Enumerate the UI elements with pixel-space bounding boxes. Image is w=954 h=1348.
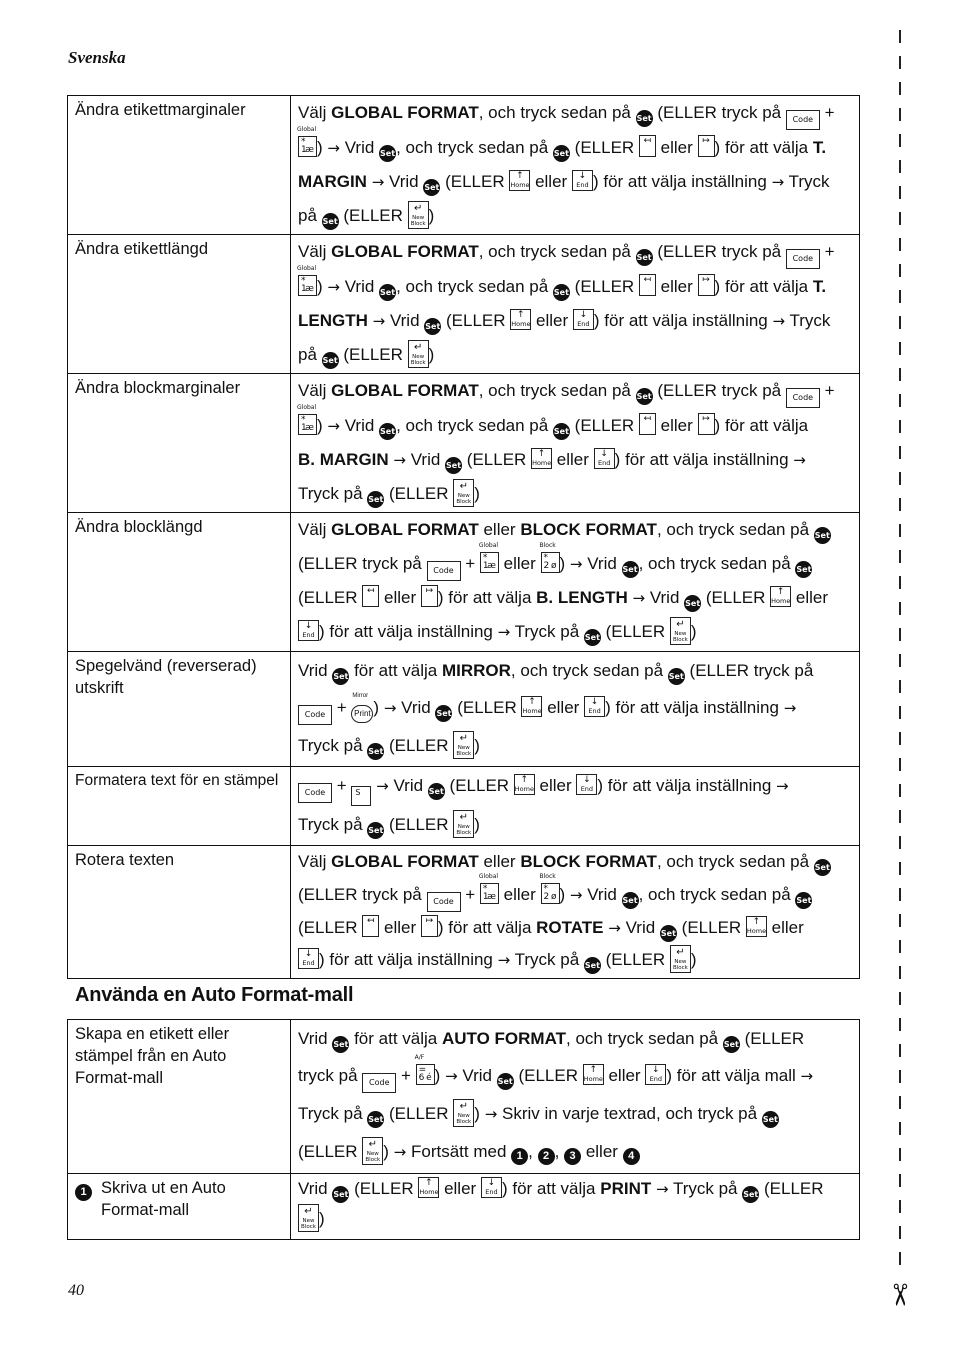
left-arrow-key-icon: ↤ bbox=[639, 413, 656, 435]
set-icon: Set bbox=[553, 284, 570, 301]
set-icon: Set bbox=[584, 629, 601, 646]
set-icon: Set bbox=[424, 318, 441, 335]
row-label-text: Skriva ut en Auto Format-mall bbox=[101, 1179, 226, 1219]
row-steps: Välj GLOBAL FORMAT, och tryck sedan på Set (ELLER tryck på Code + Global * 1 æ ) → Vrid Set, och tryck sedan på Set (ELLER ↤ eller ↦ ) för att välja B. MARGIN → Vrid Set (ELLER ↑ Home eller ↓ End ) för att välja inställning → Tryck på Set (ELLER ↵ New Block ) bbox=[291, 374, 860, 513]
set-icon: Set bbox=[332, 668, 349, 685]
set-icon: Set bbox=[379, 145, 396, 162]
new-block-key-icon: ↵ New Block bbox=[298, 1204, 319, 1232]
table-row bbox=[68, 846, 860, 979]
home-key-icon: ↑ Home bbox=[522, 697, 542, 715]
circled-4-icon: 4 bbox=[623, 1148, 640, 1165]
key-1-icon: Global * 1 æ bbox=[297, 265, 317, 294]
end-key-icon: ↓ End bbox=[298, 948, 319, 969]
cut-line bbox=[899, 30, 901, 1270]
set-icon: Set bbox=[636, 110, 653, 127]
circled-2-icon: 2 bbox=[538, 1148, 555, 1165]
new-block-key-icon: ↵ New Block bbox=[362, 1137, 383, 1165]
key-1-icon: Global * 1 æ bbox=[478, 542, 499, 571]
row-steps: Vrid Set (ELLER ↑ Home eller ↓ End ) för att välja PRINT → Tryck på Set (ELLER ↵ New Block ) bbox=[291, 1174, 860, 1240]
table-row bbox=[68, 513, 860, 652]
table-row bbox=[68, 235, 860, 374]
set-icon: Set bbox=[332, 1036, 349, 1053]
key-6-icon: A/F = 6 é bbox=[416, 1064, 435, 1085]
set-icon: Set bbox=[379, 423, 396, 440]
set-icon: Set bbox=[814, 527, 831, 544]
circled-1-icon: 1 bbox=[75, 1184, 92, 1201]
key-2-icon: Block * 2 ø bbox=[541, 883, 560, 904]
set-icon: Set bbox=[584, 957, 601, 974]
set-icon: Set bbox=[553, 145, 570, 162]
new-block-key-icon: ↵ New Block bbox=[408, 340, 429, 368]
new-block-key-icon: ↵ New Block bbox=[670, 945, 691, 973]
set-icon: Set bbox=[332, 1186, 349, 1203]
row-steps: Välj GLOBAL FORMAT eller BLOCK FORMAT, och tryck sedan på Set (ELLER tryck på Code + Global * 1 æ eller Block * 2 ø ) → Vrid Set, och tryck sedan på Set (ELLER ↤ eller ↦ ) för att välja B. LENGTH → Vrid Set (ELLER ↑ Home eller ↓ End ) för att välja inställning → Tryck på Set (ELLER ↵ New Block ) bbox=[291, 513, 860, 652]
home-key-icon: ↑ Home bbox=[746, 917, 767, 935]
row-steps: Code + S → Vrid Set (ELLER ↑ Home eller ↓ End ) för att välja inställning → Tryck på Set (ELLER ↵ New Block ) bbox=[291, 767, 860, 846]
code-key-icon: Code bbox=[298, 783, 332, 803]
key-1-icon: Global * 1 æ bbox=[297, 126, 317, 155]
row-label: Formatera text för en stämpel bbox=[68, 767, 291, 846]
row-label: Ändra blocklängd bbox=[68, 513, 291, 652]
circled-3-icon: 3 bbox=[564, 1148, 581, 1165]
new-block-key-icon: ↵ New Block bbox=[453, 1099, 474, 1127]
table-row bbox=[68, 767, 860, 846]
row-steps: Välj GLOBAL FORMAT, och tryck sedan på Set (ELLER tryck på Code + Global * 1 æ ) → Vrid Set, och tryck sedan på Set (ELLER ↤ eller ↦ ) för att välja T. MARGIN → Vrid Set (ELLER ↑ Home eller ↓ End ) för att välja inställning → Tryck på Set (ELLER ↵ New Block ) bbox=[291, 96, 860, 235]
set-icon: Set bbox=[795, 561, 812, 578]
set-icon: Set bbox=[367, 491, 384, 508]
new-block-key-icon: ↵ New Block bbox=[453, 479, 474, 507]
row-label: Ändra etikettmarginaler bbox=[68, 96, 291, 235]
right-arrow-key-icon: ↦ bbox=[698, 274, 715, 296]
end-key-icon: ↓ End bbox=[584, 696, 605, 717]
right-arrow-key-icon: ↦ bbox=[421, 915, 438, 937]
set-icon: Set bbox=[684, 595, 701, 612]
new-block-key-icon: ↵ New Block bbox=[453, 731, 474, 759]
code-key-icon: Code bbox=[786, 249, 820, 269]
auto-format-table bbox=[67, 1019, 860, 1240]
row-label: Spegelvänd (reverserad) utskrift bbox=[68, 652, 291, 767]
set-icon: Set bbox=[636, 249, 653, 266]
code-key-icon: Code bbox=[786, 388, 820, 408]
home-key-icon: ↑ Home bbox=[583, 1065, 603, 1083]
right-arrow-key-icon: ↦ bbox=[698, 413, 715, 435]
home-key-icon: ↑ Home bbox=[510, 171, 530, 189]
circled-1-icon: 1 bbox=[511, 1148, 528, 1165]
code-key-icon: Code bbox=[362, 1073, 396, 1093]
set-icon: Set bbox=[622, 561, 639, 578]
end-key-icon: ↓ End bbox=[594, 448, 615, 469]
right-arrow-key-icon: ↦ bbox=[698, 135, 715, 157]
set-icon: Set bbox=[723, 1036, 740, 1053]
key-1-icon: Global * 1 æ bbox=[478, 873, 499, 902]
code-key-icon: Code bbox=[298, 705, 332, 725]
set-icon: Set bbox=[795, 892, 812, 909]
row-steps: Välj GLOBAL FORMAT eller BLOCK FORMAT, och tryck sedan på Set (ELLER tryck på Code + Global * 1 æ eller Block * 2 ø ) → Vrid Set, och tryck sedan på Set (ELLER ↤ eller ↦ ) för att välja ROTATE → Vrid Set (ELLER ↑ Home eller ↓ End ) för att välja inställning → Tryck på Set (ELLER ↵ New Block ) bbox=[291, 846, 860, 979]
home-key-icon: ↑ Home bbox=[771, 587, 791, 605]
set-icon: Set bbox=[367, 822, 384, 839]
end-key-icon: ↓ End bbox=[481, 1177, 502, 1198]
set-icon: Set bbox=[367, 1111, 384, 1128]
format-operations-table bbox=[67, 95, 860, 979]
code-key-icon: Code bbox=[427, 892, 461, 912]
end-key-icon: ↓ End bbox=[572, 170, 593, 191]
set-icon: Set bbox=[423, 179, 440, 196]
set-icon: Set bbox=[636, 388, 653, 405]
row-steps: Vrid Set för att välja MIRROR, och tryck sedan på Set (ELLER tryck på Code + Mirror Print ) → Vrid Set (ELLER ↑ Home eller ↓ End ) för att välja inställning → Tryck på Set (ELLER ↵ New Block ) bbox=[291, 652, 860, 767]
row-label: Rotera texten bbox=[68, 846, 291, 979]
table-row bbox=[68, 374, 860, 513]
set-icon: Set bbox=[322, 213, 339, 230]
header-language: Svenska bbox=[68, 48, 126, 67]
home-key-icon: ↑ Home bbox=[514, 775, 534, 793]
set-icon: Set bbox=[428, 783, 445, 800]
row-label: Ändra blockmarginaler bbox=[68, 374, 291, 513]
table-row bbox=[68, 1020, 860, 1174]
s-key-icon: S bbox=[351, 786, 371, 806]
set-icon: Set bbox=[668, 668, 685, 685]
row-steps: Välj GLOBAL FORMAT, och tryck sedan på Set (ELLER tryck på Code + Global * 1 æ ) → Vrid Set, och tryck sedan på Set (ELLER ↤ eller ↦ ) för att välja T. LENGTH → Vrid Set (ELLER ↑ Home eller ↓ End ) för att välja inställning → Tryck på Set (ELLER ↵ New Block ) bbox=[291, 235, 860, 374]
table-row bbox=[68, 96, 860, 235]
set-icon: Set bbox=[553, 423, 570, 440]
table-row bbox=[68, 652, 860, 767]
key-2-icon: Block * 2 ø bbox=[541, 552, 560, 573]
set-icon: Set bbox=[762, 1111, 779, 1128]
set-icon: Set bbox=[814, 859, 831, 876]
section-title: Använda en Auto Format-mall bbox=[75, 984, 354, 1006]
set-icon: Set bbox=[367, 743, 384, 760]
code-key-icon: Code bbox=[427, 561, 461, 581]
row-label: Skapa en etikett eller stämpel från en Auto Format-mall bbox=[68, 1020, 291, 1174]
set-icon: Set bbox=[660, 925, 677, 942]
end-key-icon: ↓ End bbox=[573, 309, 594, 330]
left-arrow-key-icon: ↤ bbox=[362, 915, 379, 937]
set-icon: Set bbox=[322, 352, 339, 369]
end-key-icon: ↓ End bbox=[576, 774, 597, 795]
code-key-icon: Code bbox=[786, 110, 820, 130]
table-row bbox=[68, 1174, 860, 1240]
row-steps: Vrid Set för att välja AUTO FORMAT, och tryck sedan på Set (ELLER tryck på Code + A/F = 6 é ) → Vrid Set (ELLER ↑ Home eller ↓ End ) för att välja mall → Tryck på Set (ELLER ↵ New Block ) → Skriv in varje textrad, och tryck på Set (ELLER ↵ New Block ) → Fortsätt med 1 , 2 , 3 eller 4 bbox=[291, 1020, 860, 1174]
page-number: 40 bbox=[68, 1282, 84, 1299]
scissors-icon: ✂ bbox=[881, 1282, 917, 1308]
set-icon: Set bbox=[379, 284, 396, 301]
set-icon: Set bbox=[742, 1186, 759, 1203]
new-block-key-icon: ↵ New Block bbox=[408, 201, 429, 229]
home-key-icon: ↑ Home bbox=[532, 449, 552, 467]
right-arrow-key-icon: ↦ bbox=[421, 585, 438, 607]
new-block-key-icon: ↵ New Block bbox=[670, 617, 691, 645]
key-1-icon: Global * 1 æ bbox=[297, 404, 317, 433]
set-icon: Set bbox=[497, 1073, 514, 1090]
home-key-icon: ↑ Home bbox=[511, 310, 531, 328]
row-label bbox=[68, 1174, 291, 1240]
end-key-icon: ↓ End bbox=[645, 1064, 666, 1085]
end-key-icon: ↓ End bbox=[298, 620, 319, 641]
left-arrow-key-icon: ↤ bbox=[362, 585, 379, 607]
print-key-icon: Mirror Print bbox=[351, 705, 373, 723]
set-icon: Set bbox=[435, 705, 452, 722]
left-arrow-key-icon: ↤ bbox=[639, 135, 656, 157]
row-label: Ändra etikettlängd bbox=[68, 235, 291, 374]
home-key-icon: ↑ Home bbox=[419, 1178, 439, 1196]
set-icon: Set bbox=[622, 892, 639, 909]
new-block-key-icon: ↵ New Block bbox=[453, 810, 474, 838]
set-icon: Set bbox=[445, 457, 462, 474]
left-arrow-key-icon: ↤ bbox=[639, 274, 656, 296]
